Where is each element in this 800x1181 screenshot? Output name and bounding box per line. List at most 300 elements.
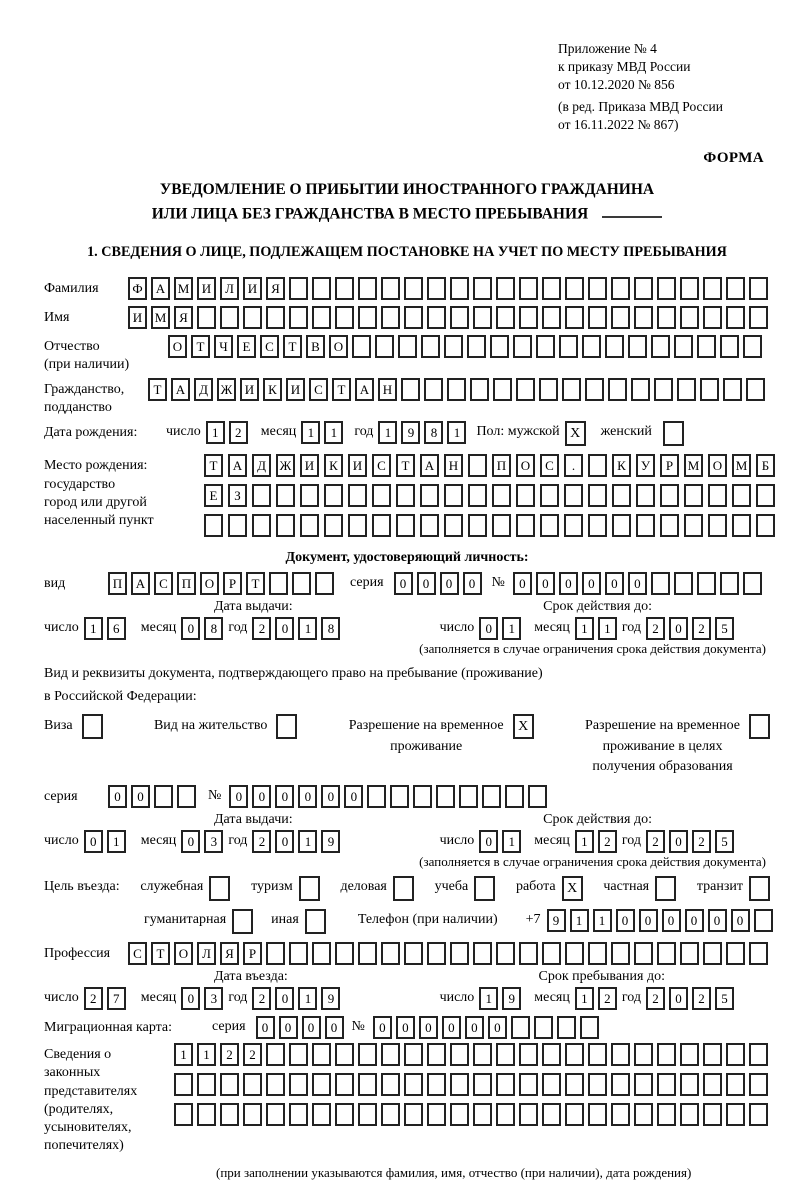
char-cell[interactable] [700,378,719,401]
char-cell[interactable] [542,1073,561,1096]
char-cell[interactable]: 8 [321,617,340,640]
char-cell[interactable] [559,335,578,358]
char-cell[interactable] [335,1073,354,1096]
char-cell[interactable] [631,378,650,401]
char-cell[interactable]: Т [151,942,170,965]
char-cell[interactable] [654,378,673,401]
char-cell[interactable] [404,306,423,329]
char-cell[interactable] [565,306,584,329]
char-cell[interactable] [636,514,655,537]
char-cell[interactable]: 0 [298,785,317,808]
char-cell[interactable] [539,378,558,401]
char-cell[interactable]: И [240,378,259,401]
char-cell[interactable] [358,1043,377,1066]
char-cell[interactable] [473,1103,492,1126]
char-cell[interactable]: 0 [479,830,498,853]
purpose-business-checkbox[interactable] [393,876,414,901]
char-cell[interactable]: Ж [217,378,236,401]
char-cell[interactable]: 9 [547,909,566,932]
char-cell[interactable] [490,335,509,358]
char-cell[interactable] [404,277,423,300]
char-cell[interactable]: 9 [321,987,340,1010]
char-cell[interactable]: 0 [442,1016,461,1039]
char-cell[interactable] [324,514,343,537]
char-cell[interactable] [492,514,511,537]
char-cell[interactable] [473,306,492,329]
char-cell[interactable]: 0 [628,572,647,595]
char-cell[interactable] [565,277,584,300]
char-cell[interactable]: 0 [275,830,294,853]
char-cell[interactable] [674,572,693,595]
char-cell[interactable]: 0 [256,1016,275,1039]
char-cell[interactable] [396,484,415,507]
char-cell[interactable] [588,306,607,329]
char-cell[interactable] [468,514,487,537]
char-cell[interactable] [511,1016,530,1039]
char-cell[interactable] [749,1073,768,1096]
char-cell[interactable]: 1 [197,1043,216,1066]
char-cell[interactable]: 0 [108,785,127,808]
char-cell[interactable]: 7 [107,987,126,1010]
char-cell[interactable]: Т [332,378,351,401]
char-cell[interactable]: 0 [131,785,150,808]
char-cell[interactable] [372,514,391,537]
char-cell[interactable] [220,306,239,329]
char-cell[interactable] [352,335,371,358]
char-cell[interactable] [358,1073,377,1096]
char-cell[interactable] [220,1103,239,1126]
char-cell[interactable] [588,277,607,300]
char-cell[interactable] [154,785,173,808]
char-cell[interactable] [636,484,655,507]
char-cell[interactable]: 1 [575,987,594,1010]
char-cell[interactable]: Л [220,277,239,300]
char-cell[interactable] [243,306,262,329]
char-cell[interactable] [174,1073,193,1096]
char-cell[interactable] [519,942,538,965]
char-cell[interactable]: 2 [646,617,665,640]
char-cell[interactable] [335,277,354,300]
char-cell[interactable]: 1 [301,421,320,444]
char-cell[interactable] [749,277,768,300]
char-cell[interactable] [444,335,463,358]
char-cell[interactable]: 2 [229,421,248,444]
char-cell[interactable]: 0 [479,617,498,640]
char-cell[interactable]: 0 [419,1016,438,1039]
char-cell[interactable] [470,378,489,401]
char-cell[interactable]: 2 [252,987,271,1010]
char-cell[interactable] [743,335,762,358]
char-cell[interactable] [450,1043,469,1066]
char-cell[interactable] [588,514,607,537]
char-cell[interactable] [450,277,469,300]
char-cell[interactable] [473,1043,492,1066]
char-cell[interactable]: И [348,454,367,477]
char-cell[interactable] [420,484,439,507]
char-cell[interactable]: Ч [214,335,233,358]
char-cell[interactable]: И [300,454,319,477]
char-cell[interactable] [585,378,604,401]
char-cell[interactable] [493,378,512,401]
char-cell[interactable]: 1 [502,830,521,853]
char-cell[interactable] [519,1073,538,1096]
char-cell[interactable] [749,1043,768,1066]
char-cell[interactable] [252,484,271,507]
char-cell[interactable] [588,484,607,507]
char-cell[interactable] [404,1103,423,1126]
char-cell[interactable] [292,572,311,595]
char-cell[interactable]: 0 [669,617,688,640]
char-cell[interactable] [565,942,584,965]
char-cell[interactable] [703,306,722,329]
char-cell[interactable] [266,1103,285,1126]
char-cell[interactable]: 1 [324,421,343,444]
char-cell[interactable] [266,1073,285,1096]
char-cell[interactable]: 1 [298,987,317,1010]
char-cell[interactable] [726,1043,745,1066]
char-cell[interactable]: 5 [715,830,734,853]
char-cell[interactable] [381,942,400,965]
char-cell[interactable]: 2 [252,617,271,640]
char-cell[interactable]: Н [444,454,463,477]
char-cell[interactable] [421,335,440,358]
char-cell[interactable]: 0 [669,987,688,1010]
char-cell[interactable] [588,1073,607,1096]
char-cell[interactable] [534,1016,553,1039]
char-cell[interactable]: 0 [279,1016,298,1039]
char-cell[interactable] [496,1043,515,1066]
char-cell[interactable]: Я [220,942,239,965]
temp-residence-education-checkbox[interactable] [749,714,770,739]
char-cell[interactable] [358,1103,377,1126]
char-cell[interactable]: 0 [275,987,294,1010]
char-cell[interactable] [289,1073,308,1096]
char-cell[interactable] [540,484,559,507]
char-cell[interactable]: В [306,335,325,358]
char-cell[interactable] [276,484,295,507]
char-cell[interactable]: 0 [321,785,340,808]
char-cell[interactable] [565,1073,584,1096]
char-cell[interactable]: А [228,454,247,477]
char-cell[interactable]: Я [174,306,193,329]
char-cell[interactable] [381,1073,400,1096]
char-cell[interactable] [404,1073,423,1096]
char-cell[interactable]: П [177,572,196,595]
char-cell[interactable] [743,572,762,595]
char-cell[interactable]: О [168,335,187,358]
char-cell[interactable]: Р [243,942,262,965]
char-cell[interactable] [726,942,745,965]
char-cell[interactable] [496,1073,515,1096]
char-cell[interactable]: С [309,378,328,401]
char-cell[interactable] [565,1043,584,1066]
char-cell[interactable] [220,1073,239,1096]
char-cell[interactable] [473,1073,492,1096]
char-cell[interactable] [680,1073,699,1096]
char-cell[interactable] [266,942,285,965]
char-cell[interactable] [266,306,285,329]
char-cell[interactable] [660,514,679,537]
char-cell[interactable] [634,1103,653,1126]
char-cell[interactable] [542,942,561,965]
char-cell[interactable]: А [171,378,190,401]
char-cell[interactable] [612,484,631,507]
char-cell[interactable] [473,277,492,300]
char-cell[interactable] [708,484,727,507]
char-cell[interactable] [381,1103,400,1126]
char-cell[interactable]: 5 [715,617,734,640]
char-cell[interactable]: 0 [373,1016,392,1039]
char-cell[interactable] [542,306,561,329]
char-cell[interactable] [657,1103,676,1126]
char-cell[interactable] [335,1043,354,1066]
char-cell[interactable]: С [128,942,147,965]
char-cell[interactable] [467,335,486,358]
char-cell[interactable] [413,785,432,808]
char-cell[interactable]: А [420,454,439,477]
char-cell[interactable]: Т [204,454,223,477]
char-cell[interactable] [634,1073,653,1096]
char-cell[interactable]: 2 [598,830,617,853]
char-cell[interactable] [657,942,676,965]
char-cell[interactable] [726,306,745,329]
char-cell[interactable] [335,942,354,965]
char-cell[interactable]: 2 [646,830,665,853]
char-cell[interactable] [289,1103,308,1126]
char-cell[interactable]: 1 [570,909,589,932]
char-cell[interactable] [427,1073,446,1096]
char-cell[interactable] [628,335,647,358]
char-cell[interactable] [427,942,446,965]
char-cell[interactable]: 9 [401,421,420,444]
char-cell[interactable]: 0 [463,572,482,595]
char-cell[interactable] [608,378,627,401]
char-cell[interactable] [505,785,524,808]
char-cell[interactable] [723,378,742,401]
char-cell[interactable] [450,306,469,329]
char-cell[interactable] [580,1016,599,1039]
char-cell[interactable]: 0 [275,617,294,640]
char-cell[interactable]: 2 [598,987,617,1010]
char-cell[interactable] [197,1103,216,1126]
char-cell[interactable] [335,306,354,329]
char-cell[interactable] [588,1043,607,1066]
char-cell[interactable] [174,1103,193,1126]
char-cell[interactable] [749,306,768,329]
char-cell[interactable] [528,785,547,808]
char-cell[interactable] [444,514,463,537]
char-cell[interactable]: 2 [84,987,103,1010]
char-cell[interactable] [450,942,469,965]
char-cell[interactable]: 0 [84,830,103,853]
char-cell[interactable] [516,514,535,537]
char-cell[interactable]: 2 [692,987,711,1010]
char-cell[interactable]: 0 [302,1016,321,1039]
char-cell[interactable] [720,572,739,595]
char-cell[interactable] [519,277,538,300]
char-cell[interactable] [381,1043,400,1066]
char-cell[interactable] [680,306,699,329]
char-cell[interactable]: З [228,484,247,507]
char-cell[interactable] [496,277,515,300]
char-cell[interactable] [390,785,409,808]
purpose-work-checkbox[interactable]: X [562,876,583,901]
char-cell[interactable]: . [564,454,583,477]
char-cell[interactable] [588,1103,607,1126]
char-cell[interactable]: 1 [298,617,317,640]
char-cell[interactable] [611,1043,630,1066]
char-cell[interactable] [557,1016,576,1039]
char-cell[interactable] [756,514,775,537]
char-cell[interactable] [289,942,308,965]
char-cell[interactable] [496,306,515,329]
char-cell[interactable]: Т [148,378,167,401]
char-cell[interactable] [398,335,417,358]
char-cell[interactable]: С [372,454,391,477]
char-cell[interactable] [697,335,716,358]
char-cell[interactable] [684,514,703,537]
char-cell[interactable]: К [324,454,343,477]
char-cell[interactable]: И [286,378,305,401]
char-cell[interactable]: 8 [204,617,223,640]
char-cell[interactable] [312,306,331,329]
char-cell[interactable] [542,1103,561,1126]
char-cell[interactable]: П [108,572,127,595]
char-cell[interactable]: Д [194,378,213,401]
char-cell[interactable] [564,514,583,537]
char-cell[interactable] [513,335,532,358]
char-cell[interactable]: 0 [181,830,200,853]
char-cell[interactable] [519,1043,538,1066]
char-cell[interactable] [312,1073,331,1096]
char-cell[interactable]: 1 [174,1043,193,1066]
char-cell[interactable]: М [151,306,170,329]
char-cell[interactable] [680,942,699,965]
char-cell[interactable]: Ф [128,277,147,300]
char-cell[interactable]: 3 [204,987,223,1010]
char-cell[interactable] [252,514,271,537]
char-cell[interactable]: 2 [692,617,711,640]
char-cell[interactable] [300,484,319,507]
char-cell[interactable] [381,277,400,300]
char-cell[interactable]: 9 [321,830,340,853]
purpose-humanitarian-checkbox[interactable] [232,909,253,934]
char-cell[interactable] [312,1043,331,1066]
char-cell[interactable] [582,335,601,358]
char-cell[interactable]: 8 [424,421,443,444]
char-cell[interactable]: 1 [84,617,103,640]
purpose-private-checkbox[interactable] [655,876,676,901]
char-cell[interactable]: 3 [204,830,223,853]
char-cell[interactable] [468,454,487,477]
char-cell[interactable] [204,514,223,537]
char-cell[interactable] [680,277,699,300]
char-cell[interactable]: 0 [582,572,601,595]
char-cell[interactable] [427,306,446,329]
char-cell[interactable] [565,1103,584,1126]
char-cell[interactable] [749,942,768,965]
char-cell[interactable] [564,484,583,507]
char-cell[interactable]: 0 [731,909,750,932]
char-cell[interactable]: 0 [440,572,459,595]
char-cell[interactable] [611,277,630,300]
char-cell[interactable]: 1 [107,830,126,853]
char-cell[interactable]: О [200,572,219,595]
char-cell[interactable]: 2 [243,1043,262,1066]
char-cell[interactable] [703,277,722,300]
char-cell[interactable] [708,514,727,537]
char-cell[interactable] [542,1043,561,1066]
char-cell[interactable]: Е [204,484,223,507]
char-cell[interactable]: 0 [488,1016,507,1039]
char-cell[interactable] [754,909,773,932]
char-cell[interactable] [657,1043,676,1066]
char-cell[interactable] [312,1103,331,1126]
char-cell[interactable] [358,306,377,329]
char-cell[interactable]: М [174,277,193,300]
char-cell[interactable]: 0 [325,1016,344,1039]
char-cell[interactable] [459,785,478,808]
char-cell[interactable] [197,306,216,329]
char-cell[interactable] [496,942,515,965]
char-cell[interactable]: Н [378,378,397,401]
char-cell[interactable] [680,1103,699,1126]
char-cell[interactable] [605,335,624,358]
char-cell[interactable] [611,1073,630,1096]
char-cell[interactable]: И [197,277,216,300]
char-cell[interactable] [372,484,391,507]
char-cell[interactable]: 0 [536,572,555,595]
char-cell[interactable] [562,378,581,401]
char-cell[interactable] [542,277,561,300]
char-cell[interactable]: 0 [662,909,681,932]
char-cell[interactable]: П [492,454,511,477]
char-cell[interactable]: 1 [447,421,466,444]
char-cell[interactable] [657,306,676,329]
char-cell[interactable]: 0 [229,785,248,808]
char-cell[interactable] [746,378,765,401]
char-cell[interactable]: 0 [275,785,294,808]
char-cell[interactable] [427,1103,446,1126]
char-cell[interactable] [677,378,696,401]
char-cell[interactable] [516,484,535,507]
char-cell[interactable] [588,942,607,965]
char-cell[interactable]: Л [197,942,216,965]
char-cell[interactable] [732,484,751,507]
char-cell[interactable] [611,1103,630,1126]
char-cell[interactable]: 0 [616,909,635,932]
char-cell[interactable] [660,484,679,507]
char-cell[interactable]: 1 [479,987,498,1010]
char-cell[interactable]: И [243,277,262,300]
char-cell[interactable] [243,1103,262,1126]
char-cell[interactable]: Д [252,454,271,477]
char-cell[interactable]: 0 [669,830,688,853]
char-cell[interactable] [634,1043,653,1066]
sex-male-checkbox[interactable]: X [565,421,586,446]
char-cell[interactable]: 1 [206,421,225,444]
char-cell[interactable]: М [732,454,751,477]
char-cell[interactable]: 5 [715,987,734,1010]
char-cell[interactable] [427,277,446,300]
char-cell[interactable] [756,484,775,507]
char-cell[interactable] [312,942,331,965]
char-cell[interactable] [269,572,288,595]
char-cell[interactable] [680,1043,699,1066]
char-cell[interactable] [468,484,487,507]
char-cell[interactable] [266,1043,285,1066]
char-cell[interactable] [703,1043,722,1066]
